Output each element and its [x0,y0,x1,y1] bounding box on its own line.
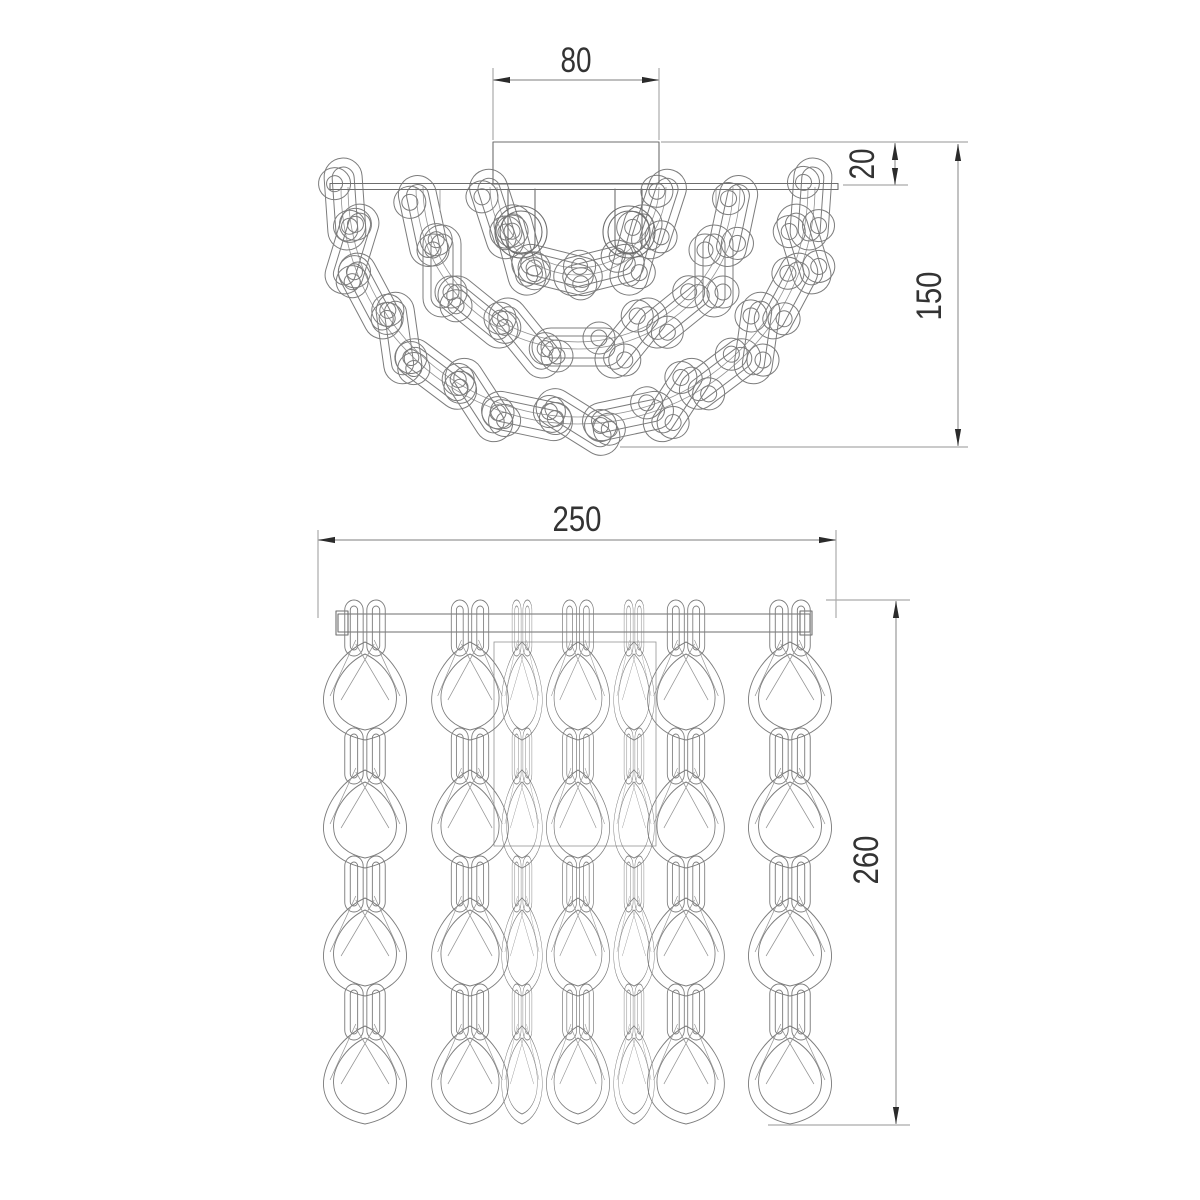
dimension-label-canopy-height: 20 [843,140,882,180]
glass-drop [648,984,725,1124]
glass-drop [648,728,725,868]
dimension-front-height [768,600,910,1125]
dimension-label-front-width: 250 [552,500,602,539]
glass-drop [502,600,543,740]
dimension-label-canopy-width: 80 [560,41,592,80]
glass-drop-grid [323,600,831,1124]
glass-drop [432,728,509,868]
side-view [315,41,968,468]
glass-drop [546,600,609,740]
mounting-plate [330,184,838,213]
glass-drop [323,728,406,868]
dimension-canopy-width [493,41,659,140]
glass-drop [502,984,543,1124]
glass-link [526,376,631,467]
glass-link [783,156,839,251]
glass-drop [748,984,831,1124]
glass-drop [323,856,406,996]
glass-drop [648,600,725,740]
glass-link [326,244,413,349]
mounting-bar [336,611,812,635]
canopy [493,142,659,184]
glass-link [631,348,723,452]
glass-drop [748,728,831,868]
glass-drop [748,600,831,740]
glass-drop [502,856,543,996]
glass-link [317,156,373,251]
glass-link [477,287,574,390]
glass-drop [748,856,831,996]
glass-drop [546,856,609,996]
dimension-label-front-height: 260 [847,826,886,885]
glass-link [427,264,530,361]
glass-drop [546,984,609,1124]
glass-drop [432,984,509,1124]
glass-drop [648,856,725,996]
dimension-front-width [318,500,836,618]
glass-link [433,348,525,452]
glass-link [477,382,577,450]
glass-drop [432,856,509,996]
front-view [318,500,910,1125]
chain-ring-middle [389,171,767,390]
glass-drop [614,600,655,740]
glass-link [627,264,730,361]
glass-drop [614,856,655,996]
glass-drop [614,984,655,1124]
glass-link [742,244,829,349]
glass-link [699,171,767,271]
dimension-label-side-height: 150 [910,262,949,321]
dimension-canopy-height [661,142,968,185]
glass-drop [502,728,543,868]
glass-drop [614,728,655,868]
glass-drop [546,728,609,868]
glass-drop [432,600,509,740]
glass-drop [323,984,406,1124]
